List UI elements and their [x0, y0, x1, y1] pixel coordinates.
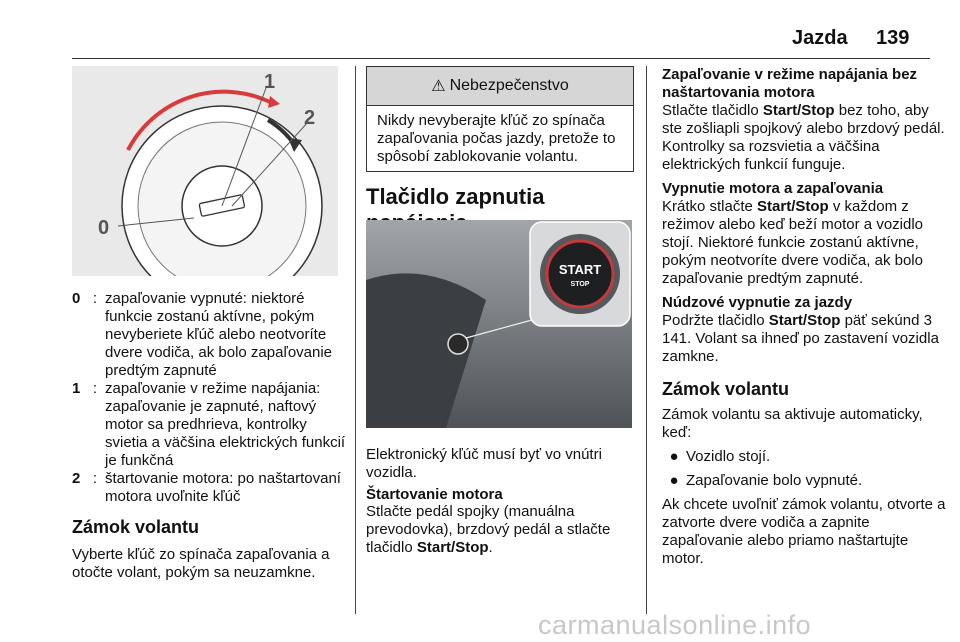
right-para-c: Podržte tlačidlo Start/Stop päť sekúnd 3 141. Volant sa ihneď po zastavení vozidla zamkne.	[662, 312, 939, 365]
definition-key: 0	[72, 290, 81, 307]
bullet-icon: ●	[669, 472, 679, 489]
figure-label-1: 1	[264, 71, 276, 93]
definition-text: štartovanie motora: po naštartovaní motora uvoľnite kľúč	[105, 470, 341, 505]
right-para-a: Stlačte tlačidlo Start/Stop bez toho, aby ste zošliapli spojkový alebo brzdový pedál. Kontrolky sa rozsvietia a väčšina elektrických funkcií funguje.	[662, 102, 945, 173]
definition-item: 1 : zapaľovanie v režime napájania: zapaľovanie je zapnuté, naftový motor sa predhrieva, kontrolky svietia a väčšina elektrických funkcií je funkčná	[72, 380, 352, 470]
page-reference-icon: 3	[923, 312, 932, 329]
definition-key: 2	[72, 470, 81, 487]
warning-icon: ⚠	[431, 78, 446, 95]
definition-text: zapaľovanie vypnuté: niektoré funkcie zostanú aktívne, pokým nevyberiete kľúč alebo neotvoríte dvere vodiča, ak bolo zapaľovanie predtým zapnuté	[105, 290, 333, 379]
page-number: 139	[876, 27, 910, 49]
position-definitions	[72, 290, 352, 506]
right-heading-d: Zámok volantu	[662, 379, 790, 399]
right-heading-a: Zapaľovanie v režime napájania bez naštartovania motora	[662, 66, 918, 101]
figure-label-0: 0	[98, 217, 110, 239]
left-section-body: Vyberte kľúč zo spínača zapaľovania a otočte volant, pokým sa neuzamkne.	[72, 546, 330, 581]
left-section-heading: Zámok volantu	[72, 517, 200, 537]
right-para-d-end: Ak chcete uvoľniť zámok volantu, otvorte a zatvorte dvere vodiča a zapnite zapaľovanie alebo priamo naštartujte motor.	[662, 496, 946, 567]
definition-text: zapaľovanie v režime napájania: zapaľovanie je zapnuté, naftový motor sa predhrieva, kontrolky svietia a väčšina elektrických funkcií je funkčná	[105, 380, 346, 469]
right-heading-b: Vypnutie motora a zapaľovania	[662, 180, 884, 197]
running-header-title: Jazda	[792, 27, 848, 49]
right-column	[662, 66, 952, 568]
warning-box	[366, 66, 634, 172]
column-divider-1	[355, 66, 356, 614]
right-para-b: Krátko stlačte Start/Stop v každom z režimov alebo keď beží motor a vozidlo stojí. Niektoré funkcie zostanú aktívne, pokým neotvoríte dvere vodiča, ak bolo zapaľovanie predtým zapnuté.	[662, 198, 924, 287]
stop-label: STOP	[570, 281, 590, 288]
list-item: ● Vozidlo stojí.	[662, 448, 952, 466]
watermark: carmanualsonline.info	[538, 610, 812, 640]
mid-para-1: Elektronický kľúč musí byť vo vnútri vozidla.	[366, 446, 602, 481]
column-divider-2	[646, 66, 647, 614]
ignition-switch-figure	[72, 66, 338, 276]
warning-header	[367, 67, 633, 106]
definition-item: 0 : zapaľovanie vypnuté: niektoré funkcie zostanú aktívne, pokým nevyberiete kľúč alebo neotvoríte dvere vodiča, ak bolo zapaľovanie predtým zapnuté	[72, 290, 352, 380]
definition-key: 1	[72, 380, 81, 397]
figure-label-2: 2	[304, 107, 316, 129]
definition-item: 2 : štartovanie motora: po naštartovaní motora uvoľnite kľúč	[72, 470, 352, 506]
ignition-switch-illustration	[72, 66, 338, 276]
right-para-d-intro: Zámok volantu sa aktivuje automaticky, keď:	[662, 406, 923, 441]
warning-body: Nikdy nevyberajte kľúč zo spínača zapaľovania počas jazdy, pretože to spôsobí zablokovanie volantu.	[377, 112, 616, 165]
start-label: START	[558, 262, 602, 277]
warning-title: Nebezpečenstvo	[449, 77, 569, 94]
bullet-icon: ●	[669, 448, 679, 465]
mid-subheading: Štartovanie motora	[366, 486, 503, 503]
header-rule	[72, 58, 930, 59]
right-heading-c: Núdzové vypnutie za jazdy	[662, 294, 853, 311]
list-item: ● Zapaľovanie bolo vypnuté.	[662, 472, 952, 490]
start-stop-illustration	[366, 220, 632, 428]
start-stop-photo	[366, 220, 632, 428]
mid-para-2: Stlačte pedál spojky (manuálna prevodovka), brzdový pedál a stlačte tlačidlo Start/Stop.	[366, 503, 611, 556]
mid-section-heading: Tlačidlo zapnutia	[366, 184, 545, 209]
